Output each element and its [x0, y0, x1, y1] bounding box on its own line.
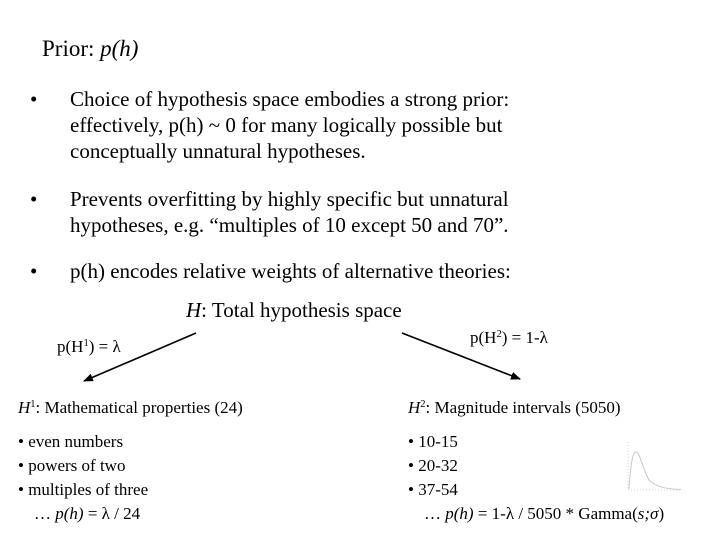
gamma-curve: [629, 452, 681, 490]
h2-footer-formula: p(h): [445, 504, 474, 523]
h1-footer: [18, 502, 148, 526]
gamma-distribution-plot: [624, 440, 684, 494]
h1-footer-post: = λ / 24: [83, 504, 141, 523]
arrow-right: [402, 333, 520, 379]
prior-h1-post: ) = λ: [88, 337, 121, 356]
list-item: • even numbers: [18, 432, 124, 451]
h2-sup: 2: [420, 399, 426, 411]
h1-hypothesis-list: [18, 430, 148, 526]
h1-sup: 1: [30, 399, 36, 411]
bullet-3-line-1: p(h) encodes relative weights of alternative theories:: [70, 259, 511, 283]
h2-footer-arg: s;σ: [637, 504, 659, 523]
h1-footer-pre: …: [34, 504, 56, 523]
list-item: • powers of two: [18, 456, 126, 475]
title-prefix: Prior:: [42, 36, 101, 61]
hypothesis-space-symbol: H: [186, 298, 202, 322]
bullet-dot: •: [30, 87, 38, 111]
h2-symbol: H: [408, 398, 421, 417]
h2-footer-pre: …: [424, 504, 446, 523]
h1-footer-formula: p(h): [55, 504, 84, 523]
title-formula: p(h): [100, 36, 139, 61]
h2-footer: [408, 502, 664, 526]
bullet-2-line-1: Prevents overfitting by highly specific but unnatural: [70, 187, 509, 211]
list-item: • 10-15: [408, 432, 458, 451]
bullet-1-line-2: effectively, p(h) ~ 0 for many logically possible but: [70, 113, 503, 137]
h2-title-text: : Magnitude intervals (5050): [425, 398, 621, 417]
bullet-2-line-2: hypotheses, e.g. “multiples of 10 except 50 and 70”.: [70, 213, 509, 237]
bullet-1-line-1: Choice of hypothesis space embodies a strong prior:: [70, 87, 510, 111]
arrow-left: [84, 333, 196, 381]
h1-title-text: : Mathematical properties (24): [35, 398, 243, 417]
bullet-1-line-3: conceptually unnatural hypotheses.: [70, 139, 366, 163]
hypothesis-space-text: : Total hypothesis space: [201, 298, 402, 322]
h2-footer-close: ): [658, 504, 665, 523]
h1-title: [18, 398, 243, 418]
list-item: • multiples of three: [18, 480, 149, 499]
h2-footer-post: = 1-λ / 5050 * Gamma(: [473, 504, 638, 523]
h1-symbol: H: [18, 398, 31, 417]
prior-h2-pre: p(H: [470, 328, 497, 347]
list-item: • 37-54: [408, 480, 458, 499]
prior-h1-sup: 1: [83, 338, 89, 350]
prior-h1-pre: p(H: [57, 337, 84, 356]
bullet-dot: •: [30, 259, 38, 283]
list-item: • 20-32: [408, 456, 458, 475]
prior-h2-sup: 2: [496, 329, 502, 341]
bullet-dot: •: [30, 187, 38, 211]
prior-h2-post: ) = 1-λ: [501, 328, 548, 347]
h2-title: [408, 398, 621, 418]
